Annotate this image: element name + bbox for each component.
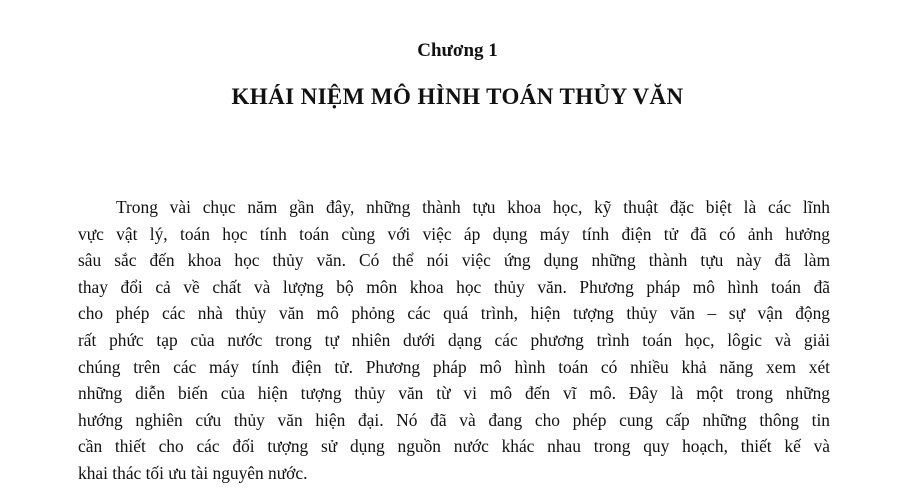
paragraph-line: vực vật lý, toán học tính toán cùng với việc áp dụng máy tính điện tử đã có ảnh hưởng [78,223,830,244]
paragraph-line: thay đổi cả về chất và lượng bộ môn khoa học thủy văn. Phương pháp mô hình toán đã [78,276,830,297]
chapter-title: KHÁI NIỆM MÔ HÌNH TOÁN THỦY VĂN [231,84,684,109]
paragraph-line: những diễn biến của hiện tượng thủy văn từ vi mô đến vĩ mô. Đây là một trong những [78,383,830,404]
paragraph-line: cần thiết cho các đối tượng sử dụng nguồn nước khác nhau trong quy hoạch, thiết kế và [78,436,830,457]
body-paragraph [78,194,830,487]
paragraph-line: khai thác tối ưu tài nguyên nước. [78,462,308,483]
paragraph-line: rất phức tạp của nước trong tự nhiên dưới dạng các phương trình toán học, lôgic và giải [78,329,830,350]
paragraph-line: cho phép các nhà thủy văn mô phỏng các quá trình, hiện tượng thủy văn – sự vận động [78,303,830,324]
paragraph-line: sâu sắc đến khoa học thủy văn. Có thể nói việc ứng dụng những thành tựu này đã làm [78,250,830,271]
chapter-number: Chương 1 [417,40,498,61]
paragraph-line: hướng nghiên cứu thủy văn hiện đại. Nó đã và đang cho phép cung cấp những thông tin [78,409,830,430]
paragraph-line: chúng trên các máy tính điện tử. Phương pháp mô hình toán có nhiều khả năng xem xét [78,356,830,377]
paragraph-line: Trong vài chục năm gần đây, những thành tựu khoa học, kỹ thuật đặc biệt là các lĩnh [116,197,830,217]
